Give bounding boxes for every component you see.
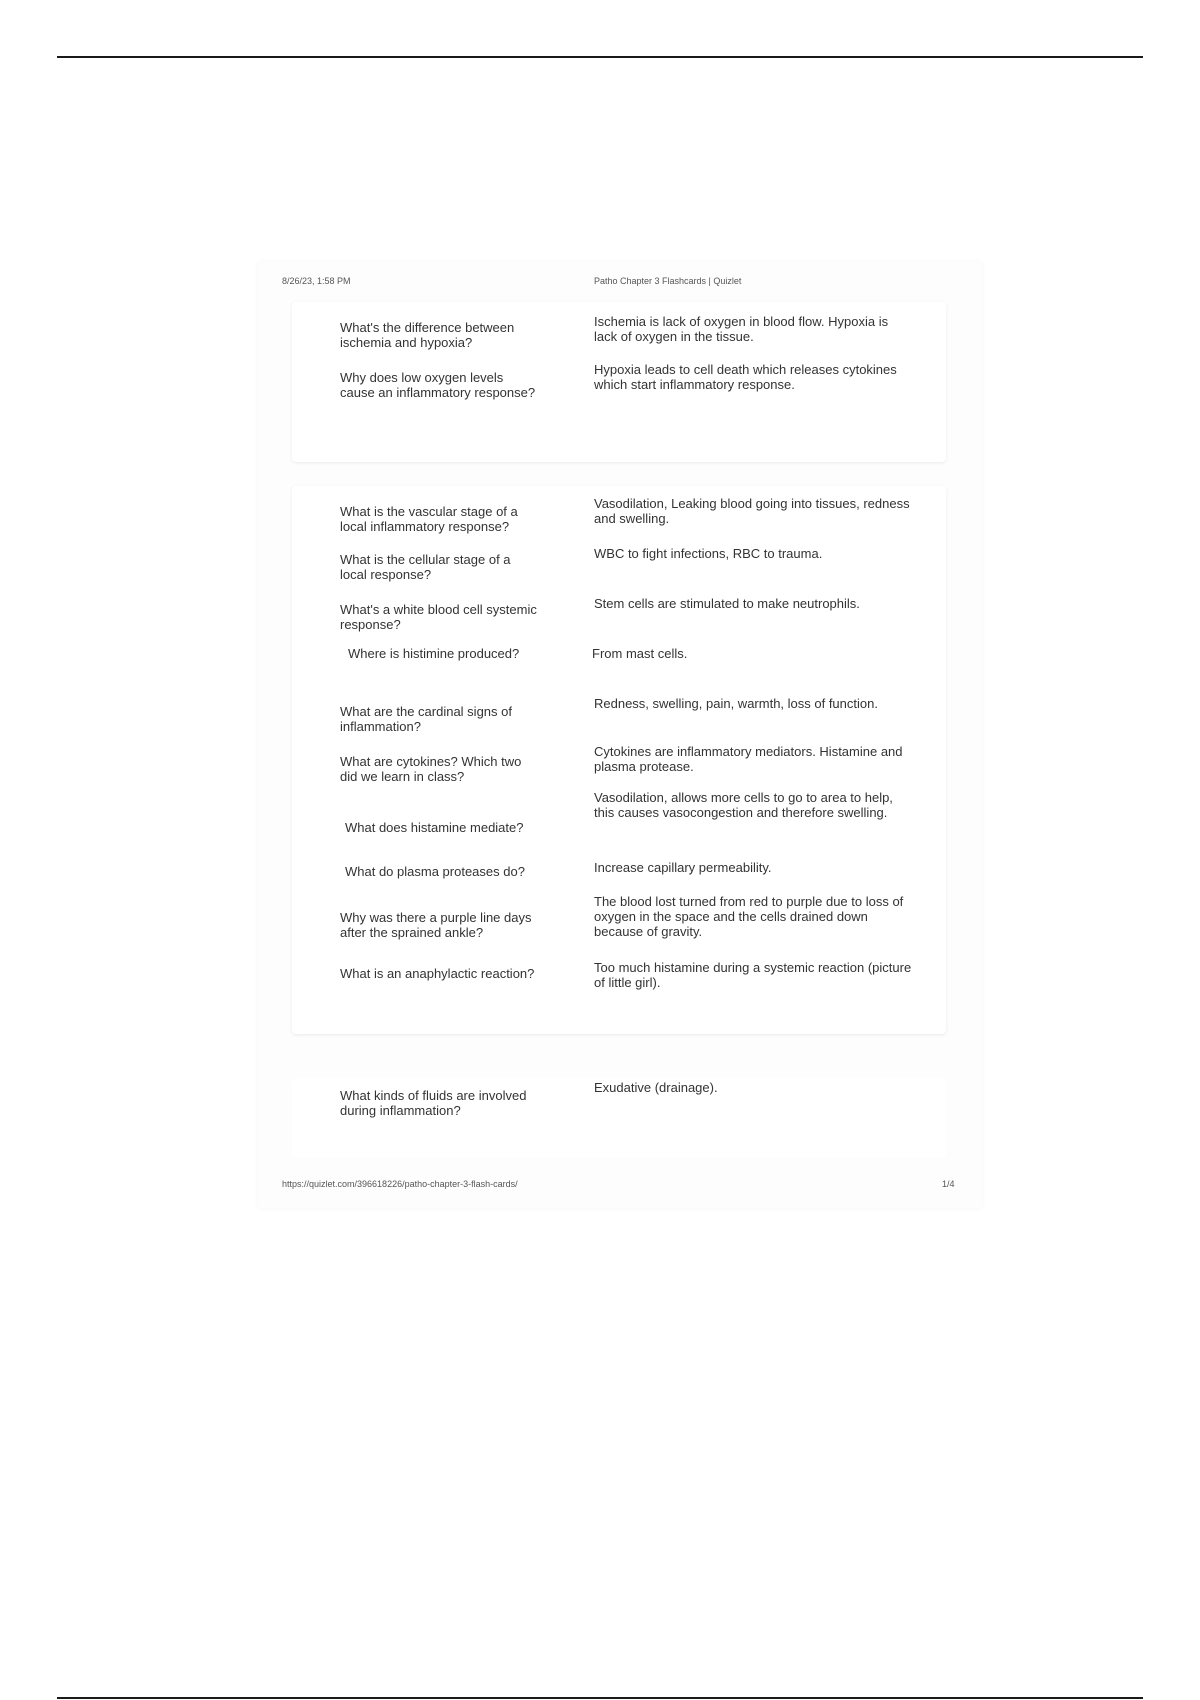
card-definition: Too much histamine during a systemic reaction (picture of little girl). <box>594 960 912 990</box>
card-definition: Exudative (drainage). <box>594 1080 718 1095</box>
card-term: Where is histimine produced? <box>348 646 520 661</box>
card-definition: The blood lost turned from red to purple due to loss of oxygen in the space and the cells drained down because of gravity. <box>594 894 904 939</box>
card-term: What are cytokines? Which two did we learn in class? <box>340 754 522 784</box>
card-definition: Ischemia is lack of oxygen in blood flow. Hypoxia is lack of oxygen in the tissue. <box>594 314 889 344</box>
print-url: https://quizlet.com/396618226/patho-chapter-3-flash-cards/ <box>282 1179 518 1189</box>
card-term: What are the cardinal signs of inflammation? <box>340 704 512 734</box>
flashcard-group <box>292 1078 946 1158</box>
card-definition: Redness, swelling, pain, warmth, loss of function. <box>594 696 878 711</box>
card-term: What is the vascular stage of a local inflammatory response? <box>340 504 518 534</box>
card-term: What's a white blood cell systemic response? <box>340 602 537 632</box>
print-date: 8/26/23, 1:58 PM <box>282 276 351 286</box>
card-definition: WBC to fight infections, RBC to trauma. <box>594 546 823 561</box>
card-term: What kinds of fluids are involved during inflammation? <box>340 1088 527 1118</box>
card-term: What does histamine mediate? <box>345 820 524 835</box>
print-title: Patho Chapter 3 Flashcards | Quizlet <box>594 276 742 286</box>
card-definition: Cytokines are inflammatory mediators. Histamine and plasma protease. <box>594 744 903 774</box>
card-definition: Hypoxia leads to cell death which releases cytokines which start inflammatory response. <box>594 362 897 392</box>
card-term: What do plasma proteases do? <box>345 864 525 879</box>
top-rule <box>57 56 1143 58</box>
card-term: What is the cellular stage of a local response? <box>340 552 511 582</box>
card-definition: Vasodilation, Leaking blood going into tissues, redness and swelling. <box>594 496 910 526</box>
card-definition: Increase capillary permeability. <box>594 860 772 875</box>
card-definition: Stem cells are stimulated to make neutrophils. <box>594 596 860 611</box>
flashcard-group <box>292 302 946 462</box>
card-term: Why does low oxygen levels cause an inflammatory response? <box>340 370 536 400</box>
bottom-rule <box>57 1697 1143 1699</box>
page-number: 1/4 <box>942 1179 955 1189</box>
document-page <box>258 262 982 1208</box>
card-term: What is an anaphylactic reaction? <box>340 966 535 981</box>
card-term: What's the difference between ischemia and hypoxia? <box>340 320 515 350</box>
flashcard-group <box>292 486 946 1034</box>
card-term: Why was there a purple line days after the sprained ankle? <box>340 910 532 940</box>
card-definition: Vasodilation, allows more cells to go to area to help, this causes vasocongestion and therefore swelling. <box>594 790 893 820</box>
card-definition: From mast cells. <box>592 646 688 661</box>
